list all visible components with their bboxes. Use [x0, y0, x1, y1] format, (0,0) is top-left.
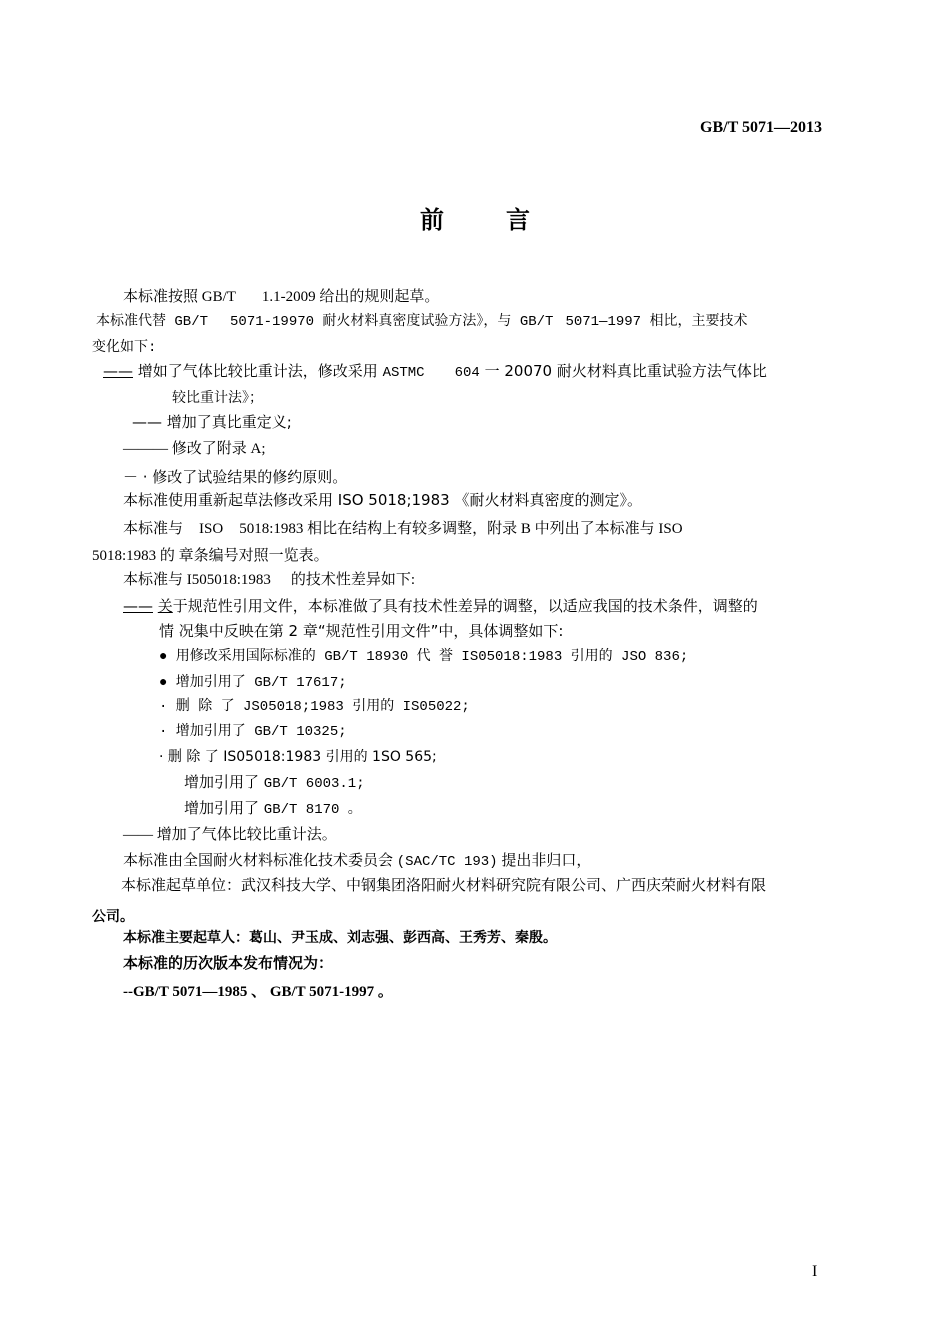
text: 本标准代替 GB/T [96, 314, 209, 330]
text: 增加引用了 [184, 799, 260, 817]
list-item-rounding: － · 修改了试验结果的修约原则。 [123, 468, 348, 486]
dash-marker: —— [123, 597, 153, 615]
text: 5071—1997 相比，主要技术 [565, 314, 748, 330]
paragraph-structure-cont: 5018:1983 的 章条编号对照一览表。 [92, 548, 329, 564]
text: 本标准由全国耐火材料标准化技术委员会 [123, 853, 394, 869]
paragraph-history-heading: 本标准的历次版本发布情况为： [123, 954, 334, 972]
bullet-ref-gbt-17617: ● 增加引用了 GB/T 17617; [159, 675, 347, 691]
list-item-appendix: ——— 修改了附录 A; [123, 441, 266, 457]
list-item-definition: —— 增加了真比重定义; [132, 413, 292, 431]
bullet-ref-iso-565: · 删 除 了 IS05018:1983 引用的 1SO 565; [159, 749, 437, 765]
list-item-normative-refs-cont: 情 况集中反映在第 2 章“规范性引用文件”中，具体调整如下: [159, 622, 564, 640]
text: GB/T 8170 。 [263, 802, 362, 818]
dash-marker: —— [103, 362, 133, 380]
bullet-ref-gbt-10325: · 增加引用了 GB/T 10325; [159, 724, 347, 740]
bullet-ref-gbt-18930: ● 用修改采用国际标准的 GB/T 18930 代 誉 IS05018:1983 引用的 JSO 836; [159, 649, 689, 665]
text: GB/T 6003.1; [263, 776, 365, 792]
paragraph-proposer [123, 851, 591, 872]
text: 本标准与 [123, 521, 184, 537]
text: 增加引用了 [184, 773, 260, 791]
page-number: I [812, 1263, 818, 1280]
text: 提出非归口， [501, 853, 592, 869]
bullet-ref-gbt-8170 [184, 798, 362, 820]
text: (SAC/TC 193) [396, 854, 498, 870]
text: 的技术性差异如下: [290, 572, 416, 588]
text: 增如了气体比较比重计法，修改采用 [137, 362, 378, 380]
standard-number: GB/T 5071—2013 [700, 119, 822, 136]
paragraph-differences [123, 570, 415, 590]
list-item-gas-method [103, 361, 767, 383]
bullet-ref-iso-5022: · 删 除 了 JS05018;1983 引用的 IS05022; [159, 699, 470, 715]
text: 关 [157, 597, 173, 615]
paragraph-drafting-rules [123, 287, 439, 307]
list-item-gas-added: —— 增加了气体比较比重计法。 [123, 827, 337, 843]
bullet-ref-gbt-6003 [184, 772, 365, 794]
paragraph-drafting-units: 本标准起草单位：武汉科技大学、中钢集团洛阳耐火材料研究院有限公司、广西庆荣耐火材料有限 [121, 878, 767, 894]
text: 一 20070 耐火材料真比重试验方法气体比 [484, 362, 767, 380]
title-char-1: 前 [420, 206, 444, 234]
paragraph-drafters: 本标准主要起草人：葛山、尹玉成、刘志强、彭西高、王秀芳、秦殷。 [123, 930, 557, 946]
title-char-2: 言 [506, 206, 530, 234]
text: 1.1-2009 给出的规则起草。 [261, 289, 440, 305]
paragraph-structure [123, 519, 683, 539]
text: 于规范性引用文件，本标准做了具有技术性差异的调整，以适应我国的技术条件，调整的 [172, 597, 758, 615]
text: ISO [199, 521, 224, 537]
paragraph-replacement-cont: 变化如下: [92, 340, 157, 356]
text: 5018:1983 相比在结构上有较多调整，附录 B 中列出了本标准与 ISO [239, 521, 683, 537]
text: ASTMC [382, 365, 425, 381]
text: 604 [454, 365, 480, 381]
paragraph-replacement [96, 312, 747, 332]
paragraph-history-versions: --GB/T 5071—1985 、 GB/T 5071-1997 。 [123, 984, 393, 1000]
list-item-gas-method-cont: 较比重计法》； [172, 390, 263, 406]
page-title [0, 204, 950, 236]
text: 本标准按照 GB/T [123, 289, 236, 305]
paragraph-drafting-units-cont: 公司。 [92, 909, 134, 925]
text: 5071-19970 耐火材料真密度试验方法》，与 GB/T [230, 314, 554, 330]
paragraph-iso-method: 本标准使用重新起草法修改采用 ISO 5018;1983 《耐火材料真密度的测定》。 [123, 491, 642, 509]
text: 本标准与 I505018:1983 [123, 572, 271, 588]
list-item-normative-refs [123, 596, 758, 616]
